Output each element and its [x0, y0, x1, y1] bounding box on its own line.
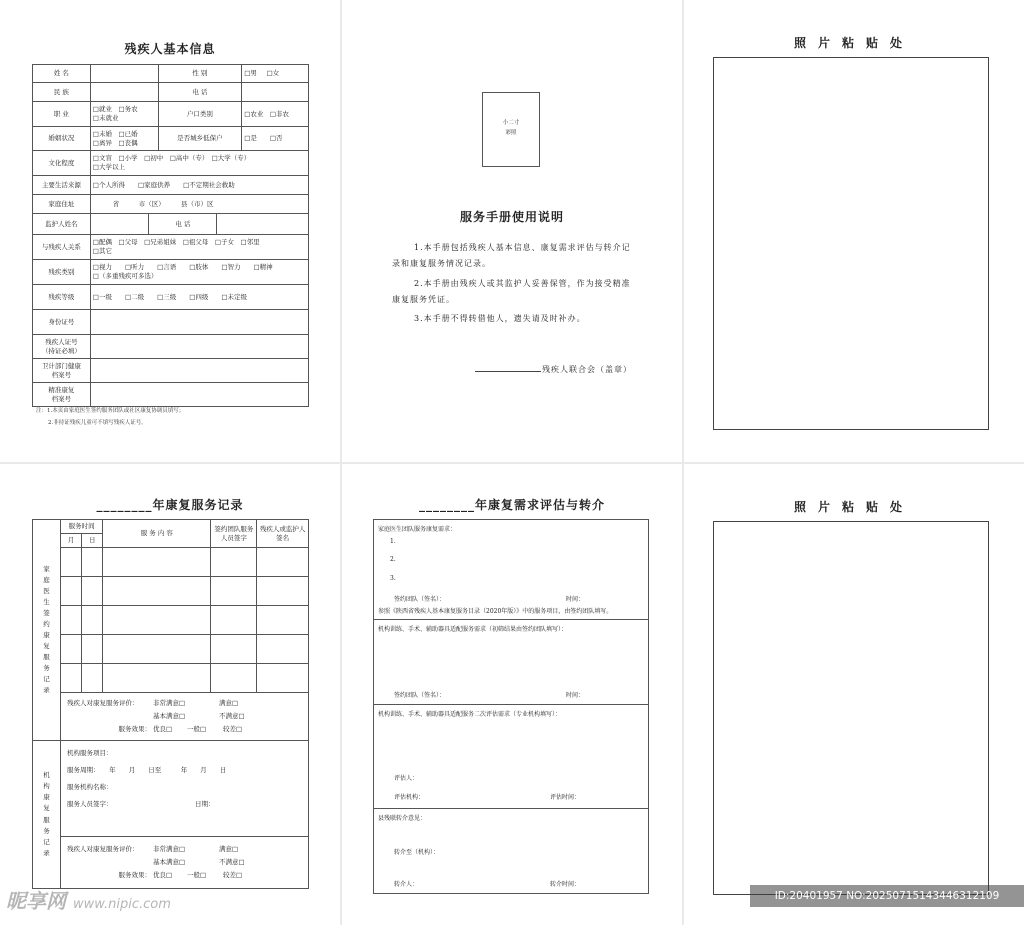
- photo-title-2: 照片粘贴处: [793, 500, 914, 514]
- gender-label: 性 别: [158, 65, 242, 83]
- name-label: 姓 名: [33, 65, 91, 83]
- marital-label: 婚姻状况: [33, 127, 91, 151]
- basic-info-title: 残疾人基本信息: [124, 42, 216, 56]
- type-options[interactable]: □视力 □听力 □言语 □肢体 □智力 □精神 □（多重残疾可多选）: [90, 260, 308, 285]
- photo-title-1: 照片粘贴处: [793, 36, 914, 50]
- job-options[interactable]: □就业 □务农 □未就业: [90, 102, 158, 127]
- photo-color-label: 彩照: [505, 129, 517, 136]
- signature-label: 残疾人联合会（盖章）: [542, 365, 632, 374]
- service-time-header: 服务时间: [61, 520, 103, 534]
- dibao-label: 是否城乡低保户: [158, 127, 242, 151]
- record-title: ________年康复服务记录: [96, 498, 244, 512]
- photo-page-1: [684, 0, 1024, 462]
- second-assessment[interactable]: 机构训练、手术、辅助器具适配服务二次评估需求（专业机构填写）： 评估人： 评估机构： 评估时间：: [374, 705, 648, 809]
- poverty-field[interactable]: [90, 383, 308, 407]
- dcard-field[interactable]: [90, 335, 308, 359]
- income-label: 主要生活来源: [33, 176, 91, 195]
- assess-title: ________年康复需求评估与转介: [418, 498, 605, 512]
- photo-frame-1[interactable]: [713, 57, 989, 430]
- institution-side-label: 机构康复服务记录: [33, 741, 61, 889]
- signature-line: [475, 371, 541, 372]
- relation-label: 与残疾人关系: [33, 235, 91, 260]
- hukou-label: 户口类别: [158, 102, 242, 127]
- service-content-header: 服 务 内 容: [103, 520, 211, 548]
- family-doctor-evaluation[interactable]: 残疾人对康复服务评价： 非常满意□ 满意□ 基本满意□ 不满意□ 服务效果： 优良□ 一般□ 较差□: [61, 693, 309, 741]
- guide-title: 服务手册使用说明: [459, 210, 564, 224]
- guide-page: [342, 0, 682, 462]
- health-field[interactable]: [90, 359, 308, 383]
- male-checkbox[interactable]: □男: [244, 69, 257, 78]
- watermark-id-bar: ID:20401957 NO:20250715143446312109: [750, 885, 1024, 907]
- relation-options[interactable]: □配偶 □父母 □兄弟姐妹 □祖父母 □子女 □邻里 □其它: [90, 235, 308, 260]
- family-doctor-side-label: 家庭医生签约康复服务记录: [33, 520, 61, 741]
- guardian-phone-label: 电 话: [149, 214, 217, 234]
- basic-info-table: [32, 64, 309, 407]
- edu-options[interactable]: □文盲 □小学 □初中 □高中（专） □大学（专） □大学以上: [90, 151, 308, 176]
- referral-opinion[interactable]: 县残联转介意见： 转介至（机构）： 转介人： 转介时间：: [378, 815, 581, 888]
- idcard-label: 身份证号: [33, 310, 91, 335]
- ethnic-field[interactable]: [90, 83, 158, 102]
- assessment-page: [342, 464, 682, 925]
- level-options[interactable]: □一级 □二级 □三级 □四级 □未定级: [90, 285, 308, 310]
- team-sign-header: 签约团队服务人员签字: [211, 520, 257, 548]
- gender-options[interactable]: [242, 65, 309, 83]
- level-label: 残疾等级: [33, 285, 91, 310]
- edu-label: 文化程度: [33, 151, 91, 176]
- basic-info-page: [0, 0, 340, 462]
- type-label: 残疾类别: [33, 260, 91, 285]
- watermark-logo: 昵享网 www.nipic.com: [6, 889, 171, 913]
- marital-options[interactable]: □未婚 □已婚 □离异 □丧偶: [90, 127, 158, 151]
- female-checkbox[interactable]: □女: [266, 69, 280, 78]
- month-header: 月: [61, 534, 82, 548]
- photo-frame-2[interactable]: [713, 521, 989, 895]
- photo-size-label: 小二寸: [502, 120, 520, 126]
- record-row[interactable]: [33, 664, 309, 693]
- assessment-form: [373, 519, 649, 894]
- photo-placeholder-small: [482, 92, 540, 167]
- poverty-label: 精准康复 档案号: [33, 383, 91, 407]
- address-label: 家庭住址: [33, 195, 91, 214]
- guardian-label: 监护人姓名: [33, 214, 91, 235]
- service-record-page: [0, 464, 340, 925]
- income-options[interactable]: □个人所得 □家庭供养 □不定期社会救助: [90, 176, 308, 195]
- family-doctor-needs[interactable]: 家庭医生团队服务康复需求： 1. 2. 3. 签约团队（签名）： 时间： 参照《陕西省残疾人基本康复服务目录（2020年版）》中的服务项目，由签约团队填写。: [374, 520, 648, 620]
- institution-info[interactable]: 机构服务项目： 服务周期： 年 月 日至 年 月 日 服务机构名称： 服务人员签字： 日期：: [61, 741, 309, 837]
- day-header: 日: [82, 534, 103, 548]
- hukou-options[interactable]: □农业 □非农: [242, 102, 309, 127]
- phone-field[interactable]: [242, 83, 309, 102]
- person-sign-header: 残疾人或监护人签名: [257, 520, 309, 548]
- note-line-1: 注：1.本页由家庭医生签约服务团队或社区康复协调员填写；: [36, 408, 185, 414]
- institution-evaluation[interactable]: 残疾人对康复服务评价： 非常满意□ 满意□ 基本满意□ 不满意□ 服务效果： 优良□ 一般□ 较差□: [61, 837, 309, 889]
- job-label: 职 业: [33, 102, 91, 127]
- guardian-field[interactable]: [91, 214, 149, 234]
- guide-signature: [475, 364, 632, 375]
- guide-item-1: 1.本手册包括残疾人基本信息、康复需求评估与转介记录和康复服务情况记录。: [392, 243, 631, 268]
- photo-page-2: [684, 464, 1024, 925]
- institution-needs[interactable]: 机构训练、手术、辅助器具适配服务需求（初筛结果由签约团队填写）： 签约团队（签名）： 时间：: [374, 620, 648, 705]
- guide-item-3: 3.本手册不得转借他人，遗失请及时补办。: [414, 314, 586, 323]
- record-row[interactable]: [33, 577, 309, 606]
- service-record-table: [32, 519, 309, 889]
- note-line-2: 2.非持证残疾儿童可不填写残疾人证号。: [48, 420, 147, 426]
- health-label: 卫计部门健康 档案号: [33, 359, 91, 383]
- name-field[interactable]: [90, 65, 158, 83]
- dibao-options[interactable]: □是 □否: [242, 127, 309, 151]
- record-row[interactable]: [33, 606, 309, 635]
- ethnic-label: 民 族: [33, 83, 91, 102]
- address-field[interactable]: 省 市（区） 县（市）区: [90, 195, 308, 214]
- dcard-label: 残疾人证号 （持证必填）: [33, 335, 91, 359]
- guardian-phone-field[interactable]: [217, 214, 308, 234]
- record-row[interactable]: [33, 548, 309, 577]
- guide-item-2: 2.本手册由残疾人或其监护人妥善保管，作为接受精准康复服务凭证。: [392, 279, 631, 304]
- idcard-field[interactable]: [90, 310, 308, 335]
- record-row[interactable]: [33, 635, 309, 664]
- phone-label: 电 话: [158, 83, 242, 102]
